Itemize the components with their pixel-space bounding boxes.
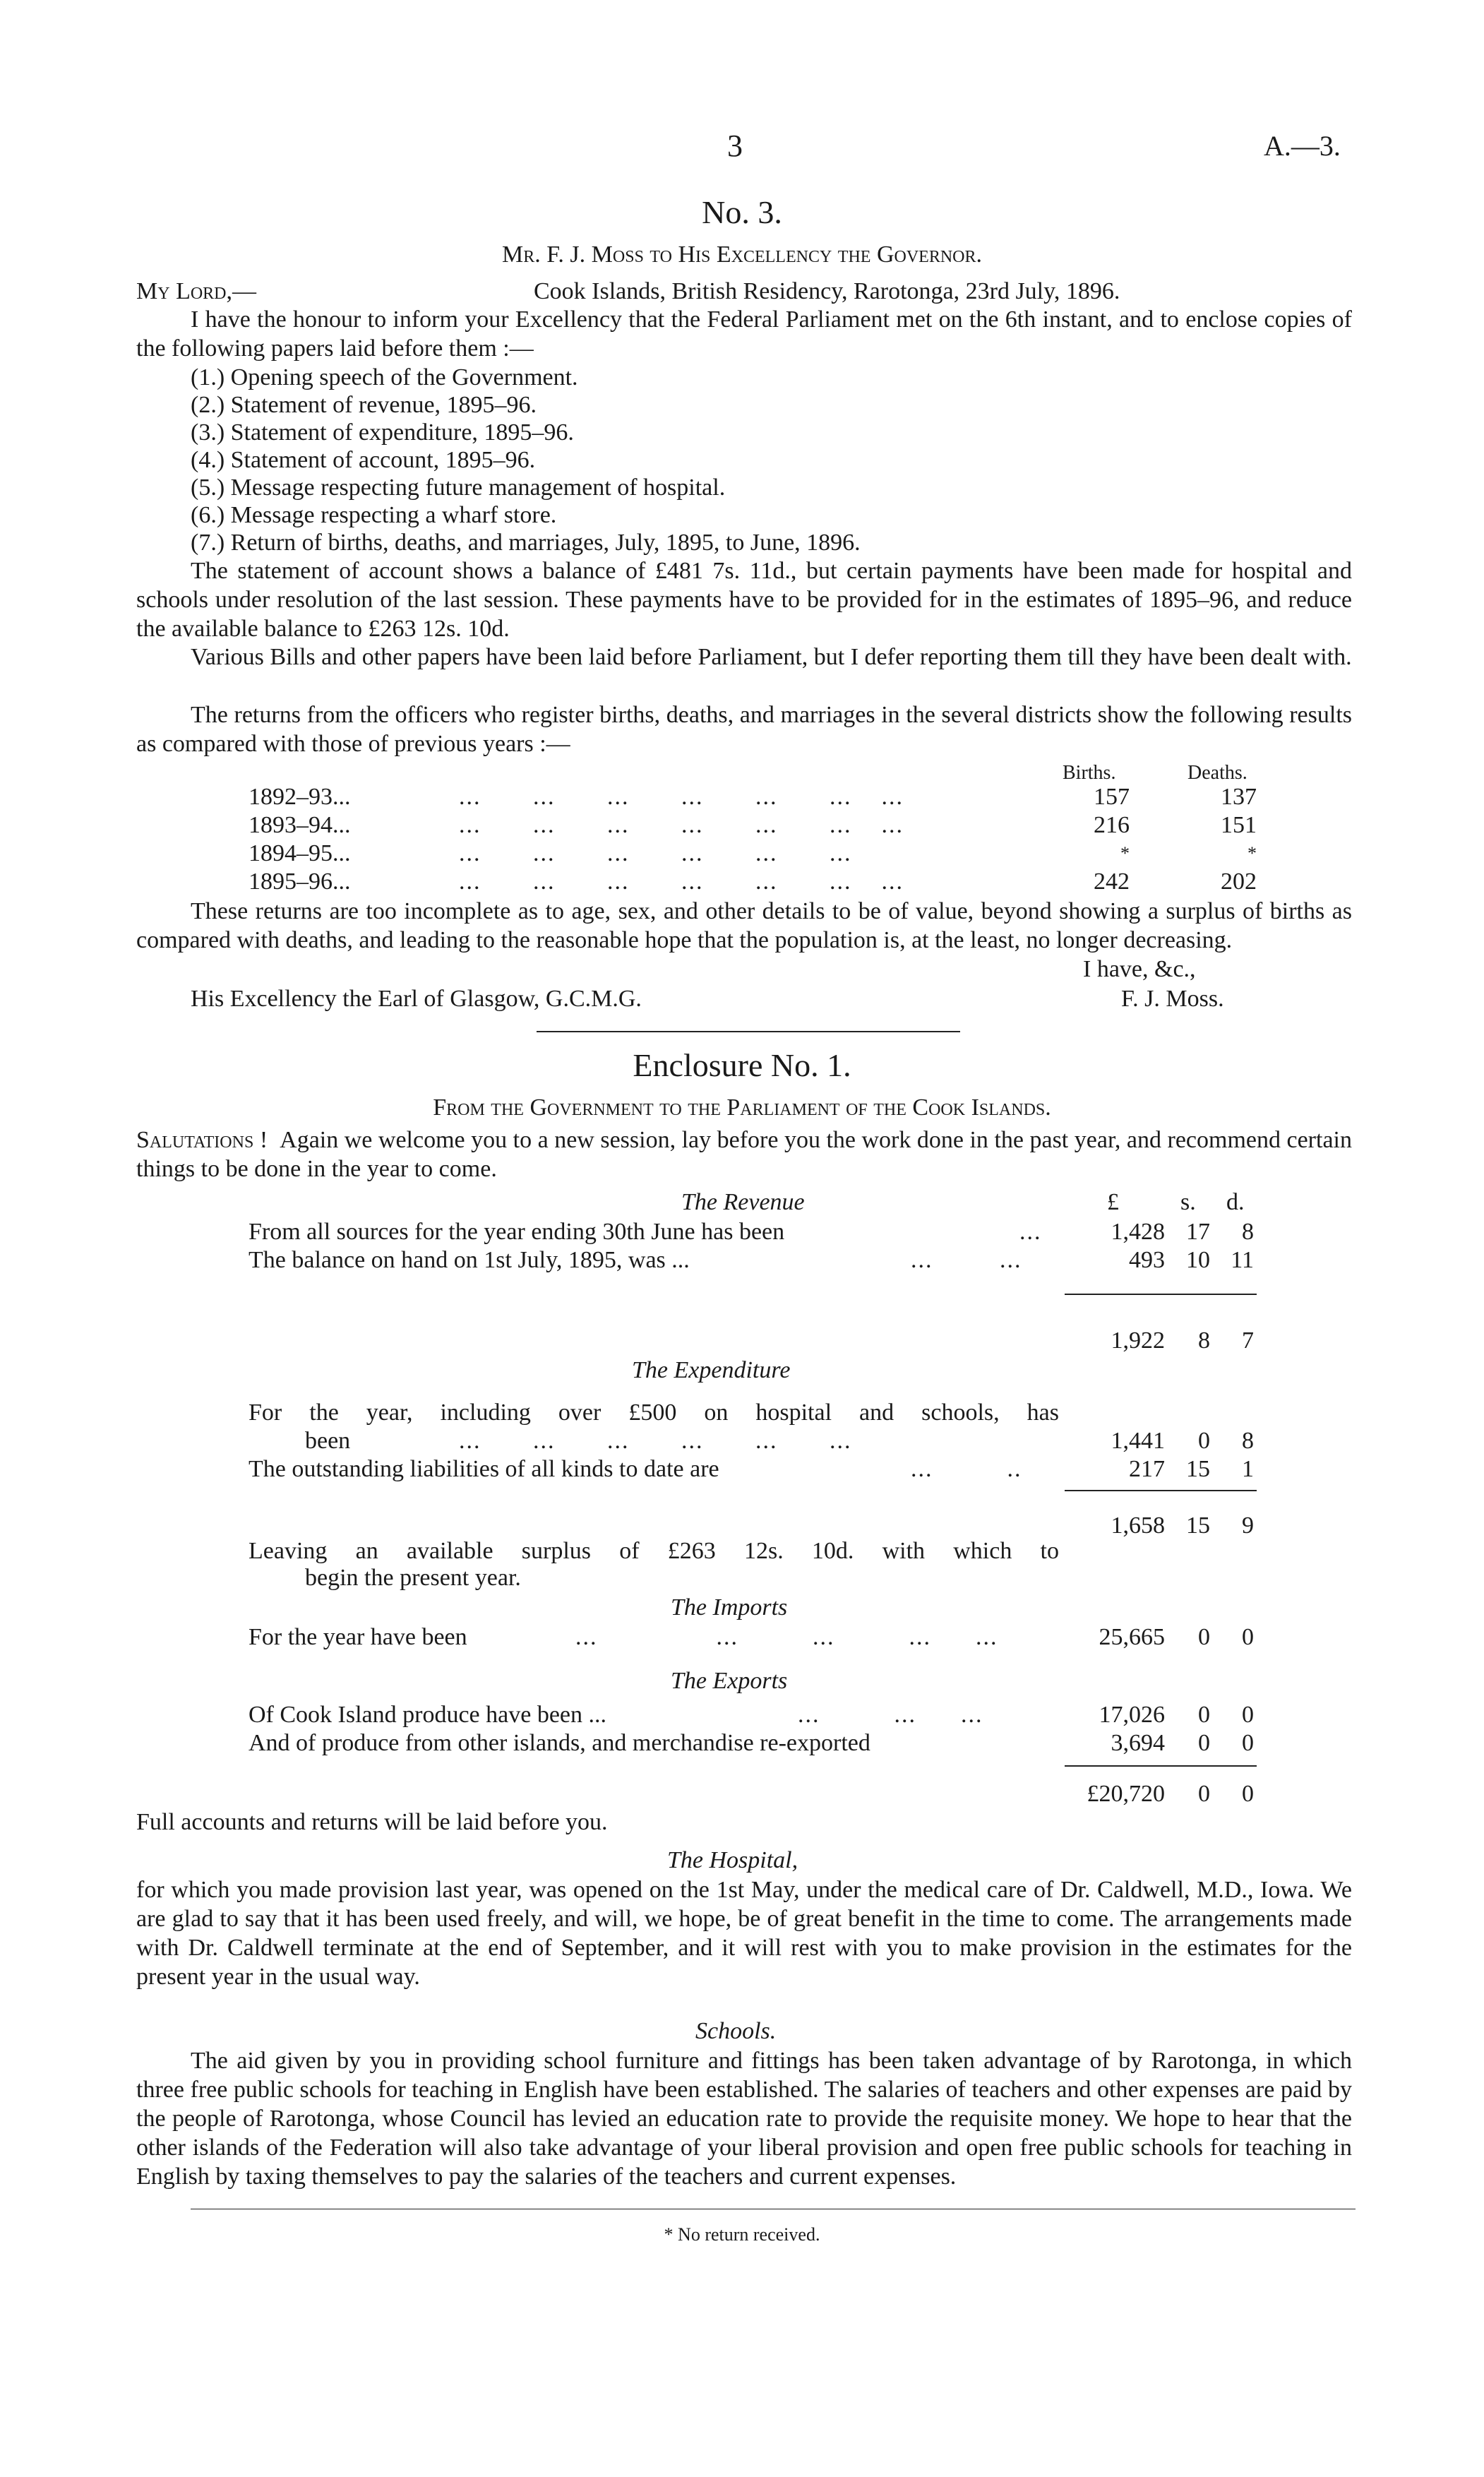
surplus-line-a: Leaving an available surplus of £263 12s. 10d. with which to bbox=[249, 1538, 1059, 1564]
surplus-line-b: begin the present year. bbox=[305, 1565, 521, 1591]
closing: I have, &c., bbox=[1073, 955, 1196, 984]
deaths-value: 202 bbox=[1221, 869, 1257, 895]
amount-pounds: 1,428 bbox=[1111, 1219, 1165, 1245]
expenditure-heading: The Expenditure bbox=[632, 1357, 791, 1383]
list-item: (3.) Statement of expenditure, 1895–96. bbox=[191, 419, 574, 446]
row-year: 1893–94... bbox=[249, 812, 351, 838]
dot-leader: ... ... ... ... ... ... ... bbox=[459, 812, 904, 838]
page-number: 3 bbox=[727, 129, 743, 163]
enclosure-subtitle: From the Government to the Parliament of the Cook Islands. bbox=[433, 1094, 1051, 1121]
list-item: (4.) Statement of account, 1895–96. bbox=[191, 447, 536, 473]
amount-pence: 8 bbox=[1242, 1219, 1254, 1245]
total-rule bbox=[1065, 1490, 1257, 1491]
expenditure-line-1b: been bbox=[305, 1428, 351, 1454]
amount-pence: 0 bbox=[1242, 1624, 1254, 1650]
signature: F. J. Moss. bbox=[1121, 986, 1224, 1012]
amount-pence: 0 bbox=[1242, 1730, 1254, 1756]
total-shillings: 15 bbox=[1186, 1512, 1210, 1539]
schools-paragraph: The aid given by you in providing school furniture and fittings has been taken advantage of by Rarotonga, in which three free public schools for teaching in English have been established. The salaries of teachers and other expenses are paid by the people of Rarotonga, whose Council has levied an education rate to provide the requisite money. We hope to hear that the other islands of the Federation will also take advantage of your liberal provision and open free public schools for teaching in English by taxing themselves to pay the salaries of the teachers and current expenses. bbox=[136, 2048, 1352, 2190]
letter-paragraph-1: I have the honour to inform your Excellency that the Federal Parliament met on the 6th instant, and to enclose copies of the following papers laid before them :— bbox=[136, 306, 1352, 362]
imports-heading: The Imports bbox=[671, 1594, 788, 1621]
letter-paragraph-3: Various Bills and other papers have been laid before Parliament, but I defer reporting them till they have been dealt with. bbox=[191, 644, 1352, 670]
salutations-word: Salutations ! bbox=[136, 1127, 268, 1153]
dot-leader: ... .. bbox=[911, 1456, 1022, 1482]
pounds-header: £ bbox=[1107, 1189, 1119, 1215]
pence-header: d. bbox=[1226, 1189, 1245, 1215]
amount-shillings: 0 bbox=[1198, 1624, 1210, 1650]
deaths-value: 151 bbox=[1221, 812, 1257, 838]
expenditure-line-2: The outstanding liabilities of all kinds to date are bbox=[249, 1456, 719, 1482]
births-value: 216 bbox=[1094, 812, 1130, 838]
exports-line-2: And of produce from other islands, and merchandise re-exported bbox=[249, 1730, 870, 1756]
amount-shillings: 15 bbox=[1186, 1456, 1210, 1482]
total-pence: 9 bbox=[1242, 1512, 1254, 1539]
amount-pence: 1 bbox=[1242, 1456, 1254, 1482]
amount-shillings: 17 bbox=[1186, 1219, 1210, 1245]
letter-paragraph-2: The statement of account shows a balance of £481 7s. 11d., but certain payments have been made for hospital and schools under resolution of the last session. These payments have to be provided for in the estimates of 1895–96, and reduce the available balance to £263 12s. 10d. bbox=[136, 558, 1352, 642]
births-value: 242 bbox=[1094, 869, 1130, 895]
amount-pounds: 1,441 bbox=[1111, 1428, 1165, 1454]
dot-leader: ... ... ... bbox=[798, 1702, 983, 1728]
amount-pounds: 217 bbox=[1129, 1456, 1165, 1482]
hospital-paragraph: for which you made provision last year, was opened on the 1st May, under the medical care of Dr. Caldwell, M.D., Iowa. We are glad to say that it has been used freely, and will, we hope, be of great benefit in the time to come. The arrangements made with Dr. Caldwell terminate at the end of September, and it will rest with you to make provision in the estimates for the present year in the usual way. bbox=[136, 1877, 1352, 1990]
exports-heading: The Exports bbox=[671, 1668, 788, 1694]
amount-shillings: 0 bbox=[1198, 1702, 1210, 1728]
total-rule bbox=[1065, 1765, 1257, 1767]
list-item: (6.) Message respecting a wharf store. bbox=[191, 502, 557, 528]
births-value: * bbox=[1120, 843, 1130, 864]
amount-pence: 11 bbox=[1231, 1247, 1254, 1273]
amount-pence: 8 bbox=[1242, 1428, 1254, 1454]
list-item: (5.) Message respecting future management of hospital. bbox=[191, 474, 726, 501]
amount-pounds: 3,694 bbox=[1111, 1730, 1165, 1756]
accounts-note: Full accounts and returns will be laid before you. bbox=[136, 1809, 608, 1835]
births-value: 157 bbox=[1094, 784, 1130, 810]
total-pounds: 1,922 bbox=[1111, 1327, 1165, 1354]
salutations-text: Again we welcome you to a new session, lay before you the work done in the past year, and recommend certain things to be done in the year to come. bbox=[136, 1127, 1352, 1182]
amount-shillings: 0 bbox=[1198, 1428, 1210, 1454]
column-header-deaths: Deaths. bbox=[1187, 762, 1247, 784]
row-year: 1895–96... bbox=[249, 869, 351, 895]
list-item: (1.) Opening speech of the Government. bbox=[191, 364, 578, 390]
shillings-header: s. bbox=[1180, 1189, 1196, 1215]
dot-leader: ... ... ... ... ... bbox=[575, 1624, 998, 1650]
dot-leader: ... ... ... ... ... ... ... bbox=[459, 784, 904, 810]
amount-shillings: 0 bbox=[1198, 1730, 1210, 1756]
salutations-paragraph bbox=[136, 1126, 1352, 1183]
total-pounds: 1,658 bbox=[1111, 1512, 1165, 1539]
revenue-heading: The Revenue bbox=[681, 1189, 805, 1215]
section-divider bbox=[537, 1031, 960, 1032]
hospital-heading: The Hospital, bbox=[667, 1847, 798, 1873]
dot-leader: ... ... ... ... ... ... bbox=[459, 1428, 852, 1454]
recipient: His Excellency the Earl of Glasgow, G.C.M.G. bbox=[191, 986, 642, 1012]
doc-reference: A.—3. bbox=[1264, 130, 1341, 162]
letter-paragraph-5: These returns are too incomplete as to age, sex, and other details to be of value, beyond showing a surplus of births as compared with deaths, and leading to the reasonable hope that the population is, at the least, no longer decreasing. bbox=[136, 898, 1352, 953]
letter-paragraph-4: The returns from the officers who register births, deaths, and marriages in the several districts show the following results as compared with those of previous years :— bbox=[136, 702, 1352, 757]
total-rule bbox=[1065, 1294, 1257, 1295]
dot-leader: ... ... bbox=[911, 1247, 1022, 1273]
expenditure-line-1a: For the year, including over £500 on hospital and schools, has bbox=[249, 1399, 1059, 1426]
exports-line-1: Of Cook Island produce have been ... bbox=[249, 1702, 607, 1728]
list-item: (2.) Statement of revenue, 1895–96. bbox=[191, 392, 537, 418]
amount-pence: 0 bbox=[1242, 1702, 1254, 1728]
enclosure-title: Enclosure No. 1. bbox=[633, 1047, 851, 1083]
dot-leader: ... ... ... ... ... ... ... bbox=[459, 869, 904, 895]
letter-subtitle: Mr. F. J. Moss to His Excellency the Governor. bbox=[502, 241, 982, 268]
letter-title: No. 3. bbox=[702, 194, 782, 230]
revenue-line-1: From all sources for the year ending 30th June has been bbox=[249, 1219, 785, 1245]
total-pence: 0 bbox=[1242, 1781, 1254, 1807]
row-year: 1894–95... bbox=[249, 840, 351, 866]
imports-line: For the year have been bbox=[249, 1624, 467, 1650]
total-shillings: 8 bbox=[1198, 1327, 1210, 1354]
total-pounds: £20,720 bbox=[1087, 1781, 1165, 1807]
dot-leader: ... ... ... ... ... ... bbox=[459, 840, 852, 866]
amount-shillings: 10 bbox=[1186, 1247, 1210, 1273]
deaths-value: 137 bbox=[1221, 784, 1257, 810]
salutation: My Lord,— bbox=[136, 278, 257, 304]
amount-pounds: 17,026 bbox=[1099, 1702, 1165, 1728]
dot-leader: ... bbox=[1019, 1219, 1042, 1245]
list-item: (7.) Return of births, deaths, and marriages, July, 1895, to June, 1896. bbox=[191, 530, 861, 556]
deaths-value: * bbox=[1247, 843, 1257, 864]
column-header-births: Births. bbox=[1063, 762, 1116, 784]
amount-pounds: 25,665 bbox=[1099, 1624, 1165, 1650]
total-shillings: 0 bbox=[1198, 1781, 1210, 1807]
schools-heading: Schools. bbox=[695, 2018, 777, 2044]
footnote: * No return received. bbox=[664, 2224, 820, 2245]
row-year: 1892–93... bbox=[249, 784, 351, 810]
place-date: Cook Islands, British Residency, Rarotonga, 23rd July, 1896. bbox=[534, 278, 1120, 304]
revenue-line-2: The balance on hand on 1st July, 1895, was ... bbox=[249, 1247, 690, 1273]
amount-pounds: 493 bbox=[1129, 1247, 1165, 1273]
total-pence: 7 bbox=[1242, 1327, 1254, 1354]
